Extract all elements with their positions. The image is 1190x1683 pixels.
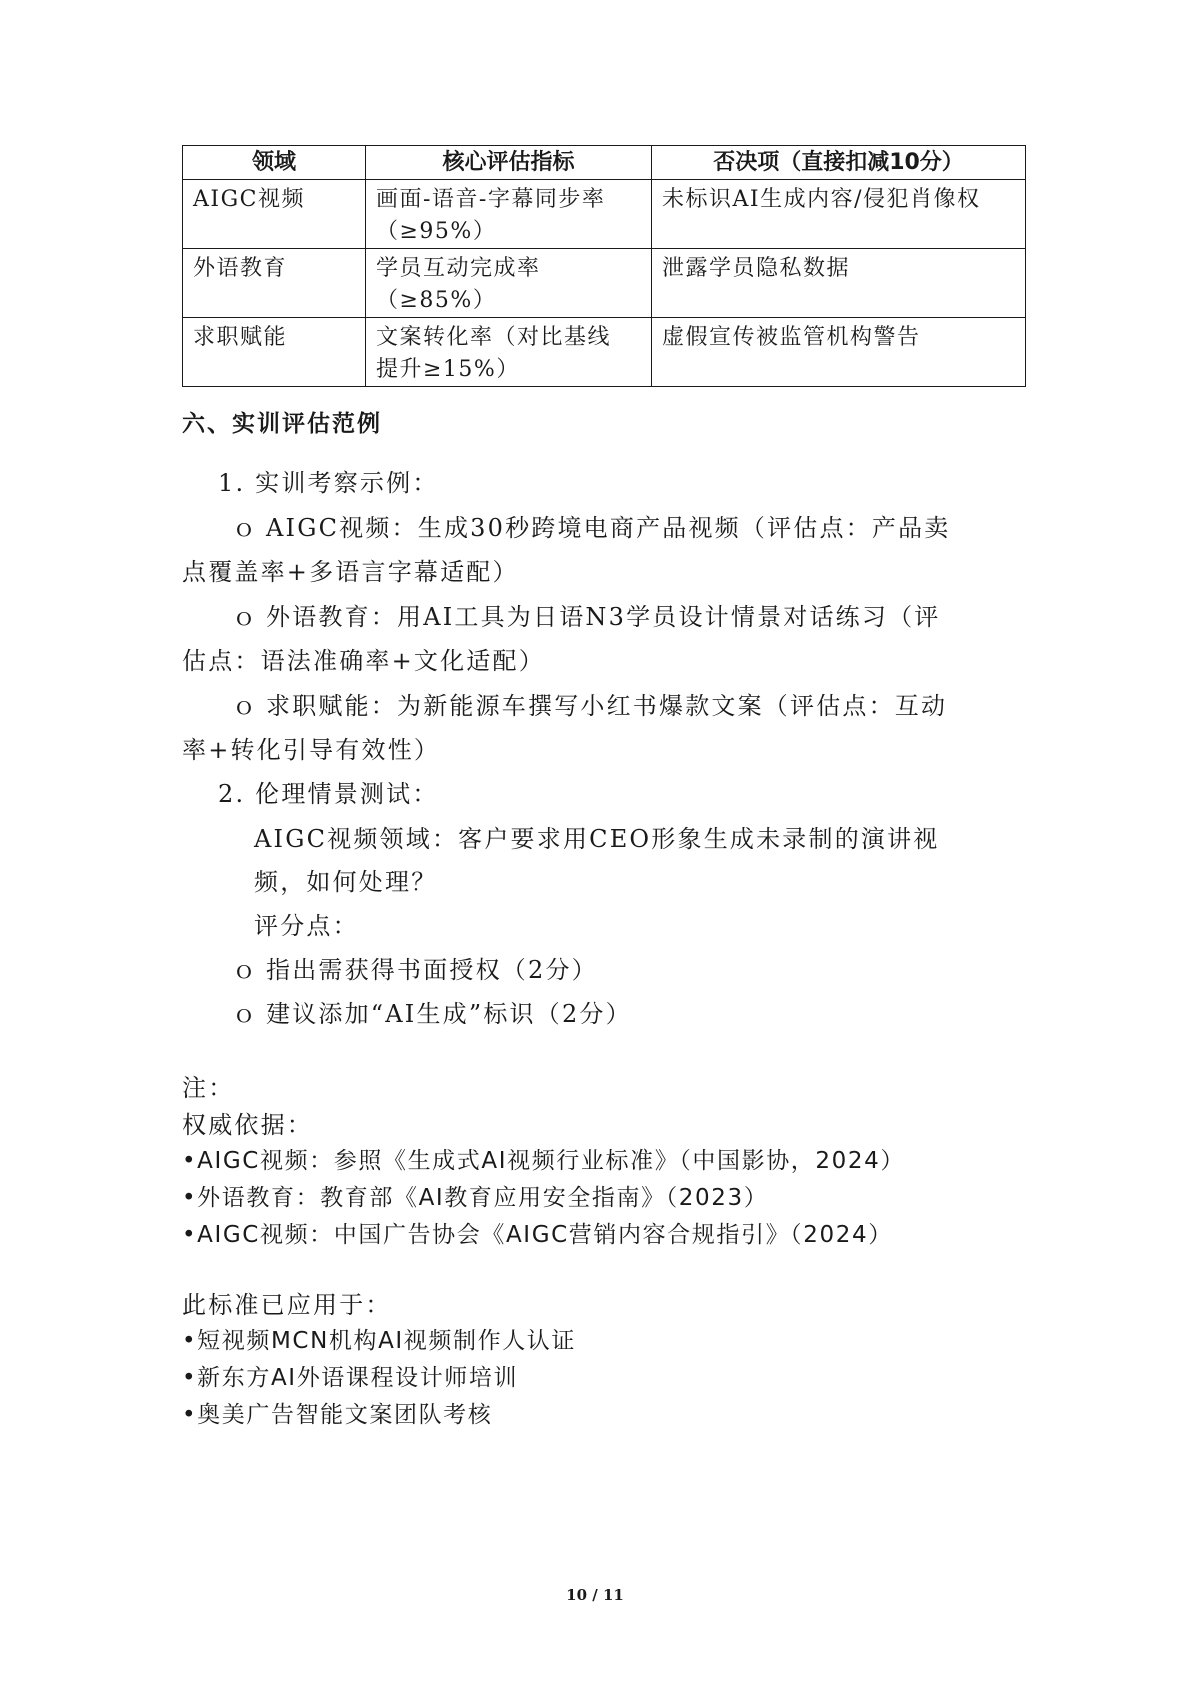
cell-metric-line: （≥95%） <box>376 219 497 244</box>
authority-item <box>182 1142 905 1175</box>
authority-label: 权威依据： <box>182 1111 313 1139</box>
dot-bullet-icon: • <box>182 1402 198 1428</box>
applied-item <box>182 1396 492 1429</box>
header-veto: 否决项（直接扣减10分） <box>652 146 1026 180</box>
table-row <box>183 249 1026 318</box>
cell-metric-line: 文案转化率（对比基线 <box>376 325 612 350</box>
list-item-title: 2. 伦理情景测试： <box>218 780 439 808</box>
authority-item-text: AIGC视频：参照《生成式AI视频行业标准》（中国影协，2024） <box>197 1148 905 1174</box>
authority-item <box>182 1179 768 1212</box>
table-row <box>183 318 1026 387</box>
cell-veto: 泄露学员隐私数据 <box>652 249 1026 318</box>
authority-item-text: 外语教育：教育部《AI教育应用安全指南》（2023） <box>197 1185 769 1211</box>
header-metric: 核心评估指标 <box>366 146 652 180</box>
list-item-continuation: 率+转化引导有效性） <box>182 736 441 764</box>
dot-bullet-icon: • <box>182 1222 198 1248</box>
applied-item-text: 短视频MCN机构AI视频制作人认证 <box>197 1328 576 1354</box>
scoring-label: 评分点： <box>254 912 359 940</box>
cell-domain: 外语教育 <box>183 249 366 318</box>
evaluation-criteria-table <box>182 145 1026 387</box>
cell-domain: 求职赋能 <box>183 318 366 387</box>
cell-metric-line: 学员互动完成率 <box>376 256 541 281</box>
authority-item <box>182 1216 893 1249</box>
cell-metric <box>366 180 652 249</box>
applied-label: 此标准已应用于： <box>182 1291 392 1319</box>
header-domain: 领域 <box>183 146 366 180</box>
list-item-text: 指出需获得书面授权（2分） <box>266 956 598 984</box>
cell-metric <box>366 318 652 387</box>
cell-metric-line: 提升≥15%） <box>376 357 520 382</box>
hollow-bullet-icon: ｏ <box>232 603 259 631</box>
list-item-title: 1. 实训考察示例： <box>218 469 439 497</box>
applied-item-text: 新东方AI外语课程设计师培训 <box>197 1365 519 1391</box>
list-item-text: 求职赋能：为新能源车撰写小红书爆款文案（评估点：互动 <box>266 692 948 720</box>
cell-veto: 虚假宣传被监管机构警告 <box>652 318 1026 387</box>
authority-item-text: AIGC视频：中国广告协会《AIGC营销内容合规指引》（2024） <box>197 1222 893 1248</box>
hollow-bullet-icon: ｏ <box>232 514 259 542</box>
list-item <box>232 994 632 1029</box>
dot-bullet-icon: • <box>182 1328 198 1354</box>
table-header-row <box>183 146 1026 180</box>
dot-bullet-icon: • <box>182 1185 198 1211</box>
list-item-continuation: 估点：语法准确率+文化适配） <box>182 647 545 675</box>
list-item-text: 外语教育：用AI工具为日语N3学员设计情景对话练习（评 <box>266 603 941 631</box>
list-item-text: 建议添加“AI生成”标识（2分） <box>266 1000 632 1028</box>
page-number: 10 / 11 <box>566 1586 624 1604</box>
scenario-text: AIGC视频领域：客户要求用CEO形象生成未录制的演讲视 <box>254 825 940 853</box>
list-item <box>232 686 947 721</box>
cell-veto: 未标识AI生成内容/侵犯肖像权 <box>652 180 1026 249</box>
hollow-bullet-icon: ｏ <box>232 1000 259 1028</box>
cell-metric-line: （≥85%） <box>376 288 497 313</box>
scenario-text: 频，如何处理？ <box>254 868 438 896</box>
applied-item <box>182 1322 576 1355</box>
dot-bullet-icon: • <box>182 1148 198 1174</box>
list-item-text: AIGC视频：生成30秒跨境电商产品视频（评估点：产品卖 <box>266 514 951 542</box>
list-item <box>232 508 951 543</box>
cell-metric-line: 画面-语音-字幕同步率 <box>376 187 606 212</box>
hollow-bullet-icon: ｏ <box>232 692 259 720</box>
applied-item <box>182 1359 518 1392</box>
dot-bullet-icon: • <box>182 1365 198 1391</box>
hollow-bullet-icon: ｏ <box>232 956 259 984</box>
table-row <box>183 180 1026 249</box>
cell-metric <box>366 249 652 318</box>
cell-domain: AIGC视频 <box>183 180 366 249</box>
list-item <box>232 597 940 632</box>
list-item <box>232 950 598 985</box>
section-heading: 六、实训评估范例 <box>182 411 382 437</box>
notes-label: 注： <box>182 1074 235 1102</box>
applied-item-text: 奥美广告智能文案团队考核 <box>197 1402 493 1428</box>
list-item-continuation: 点覆盖率+多语言字幕适配） <box>182 558 519 586</box>
